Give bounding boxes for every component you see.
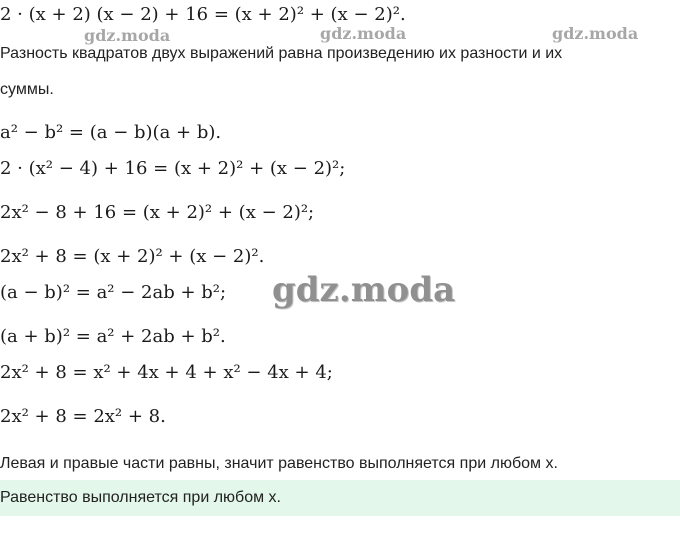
- equation-line-1: 2 · (x + 2) (x − 2) + 16 = (x + 2)² + (x − 2)².: [0, 4, 406, 25]
- watermark-logo: gdz.moda: [552, 24, 639, 43]
- equation-line-7: (a + b)² = a² + 2ab + b².: [0, 326, 226, 347]
- equation-line-3: 2 · (x² − 4) + 16 = (x + 2)² + (x − 2)²;: [0, 158, 346, 179]
- equation-line-4: 2x² − 8 + 16 = (x + 2)² + (x − 2)²;: [0, 202, 315, 223]
- watermark-logo-large: gdz.moda: [272, 270, 456, 310]
- explanation-text: Разность квадратов двух выражений равна произведению их разности и их: [0, 45, 563, 62]
- equation-line-6: (a − b)² = a² − 2ab + b²;: [0, 282, 227, 303]
- equation-line-5: 2x² + 8 = (x + 2)² + (x − 2)².: [0, 246, 265, 267]
- watermark-logo: gdz.moda: [84, 26, 171, 45]
- equation-line-2: a² − b² = (a − b)(a + b).: [0, 122, 222, 143]
- equation-line-9: 2x² + 8 = 2x² + 8.: [0, 406, 166, 427]
- conclusion-text: Левая и правые части равны, значит равенство выполняется при любом x.: [0, 455, 558, 472]
- explanation-text-continued: суммы.: [0, 81, 54, 98]
- equation-line-8: 2x² + 8 = x² + 4x + 4 + x² − 4x + 4;: [0, 362, 333, 383]
- answer-text: Равенство выполняется при любом x.: [0, 489, 281, 506]
- watermark-logo: gdz.moda: [320, 24, 407, 43]
- answer-box: [0, 480, 680, 516]
